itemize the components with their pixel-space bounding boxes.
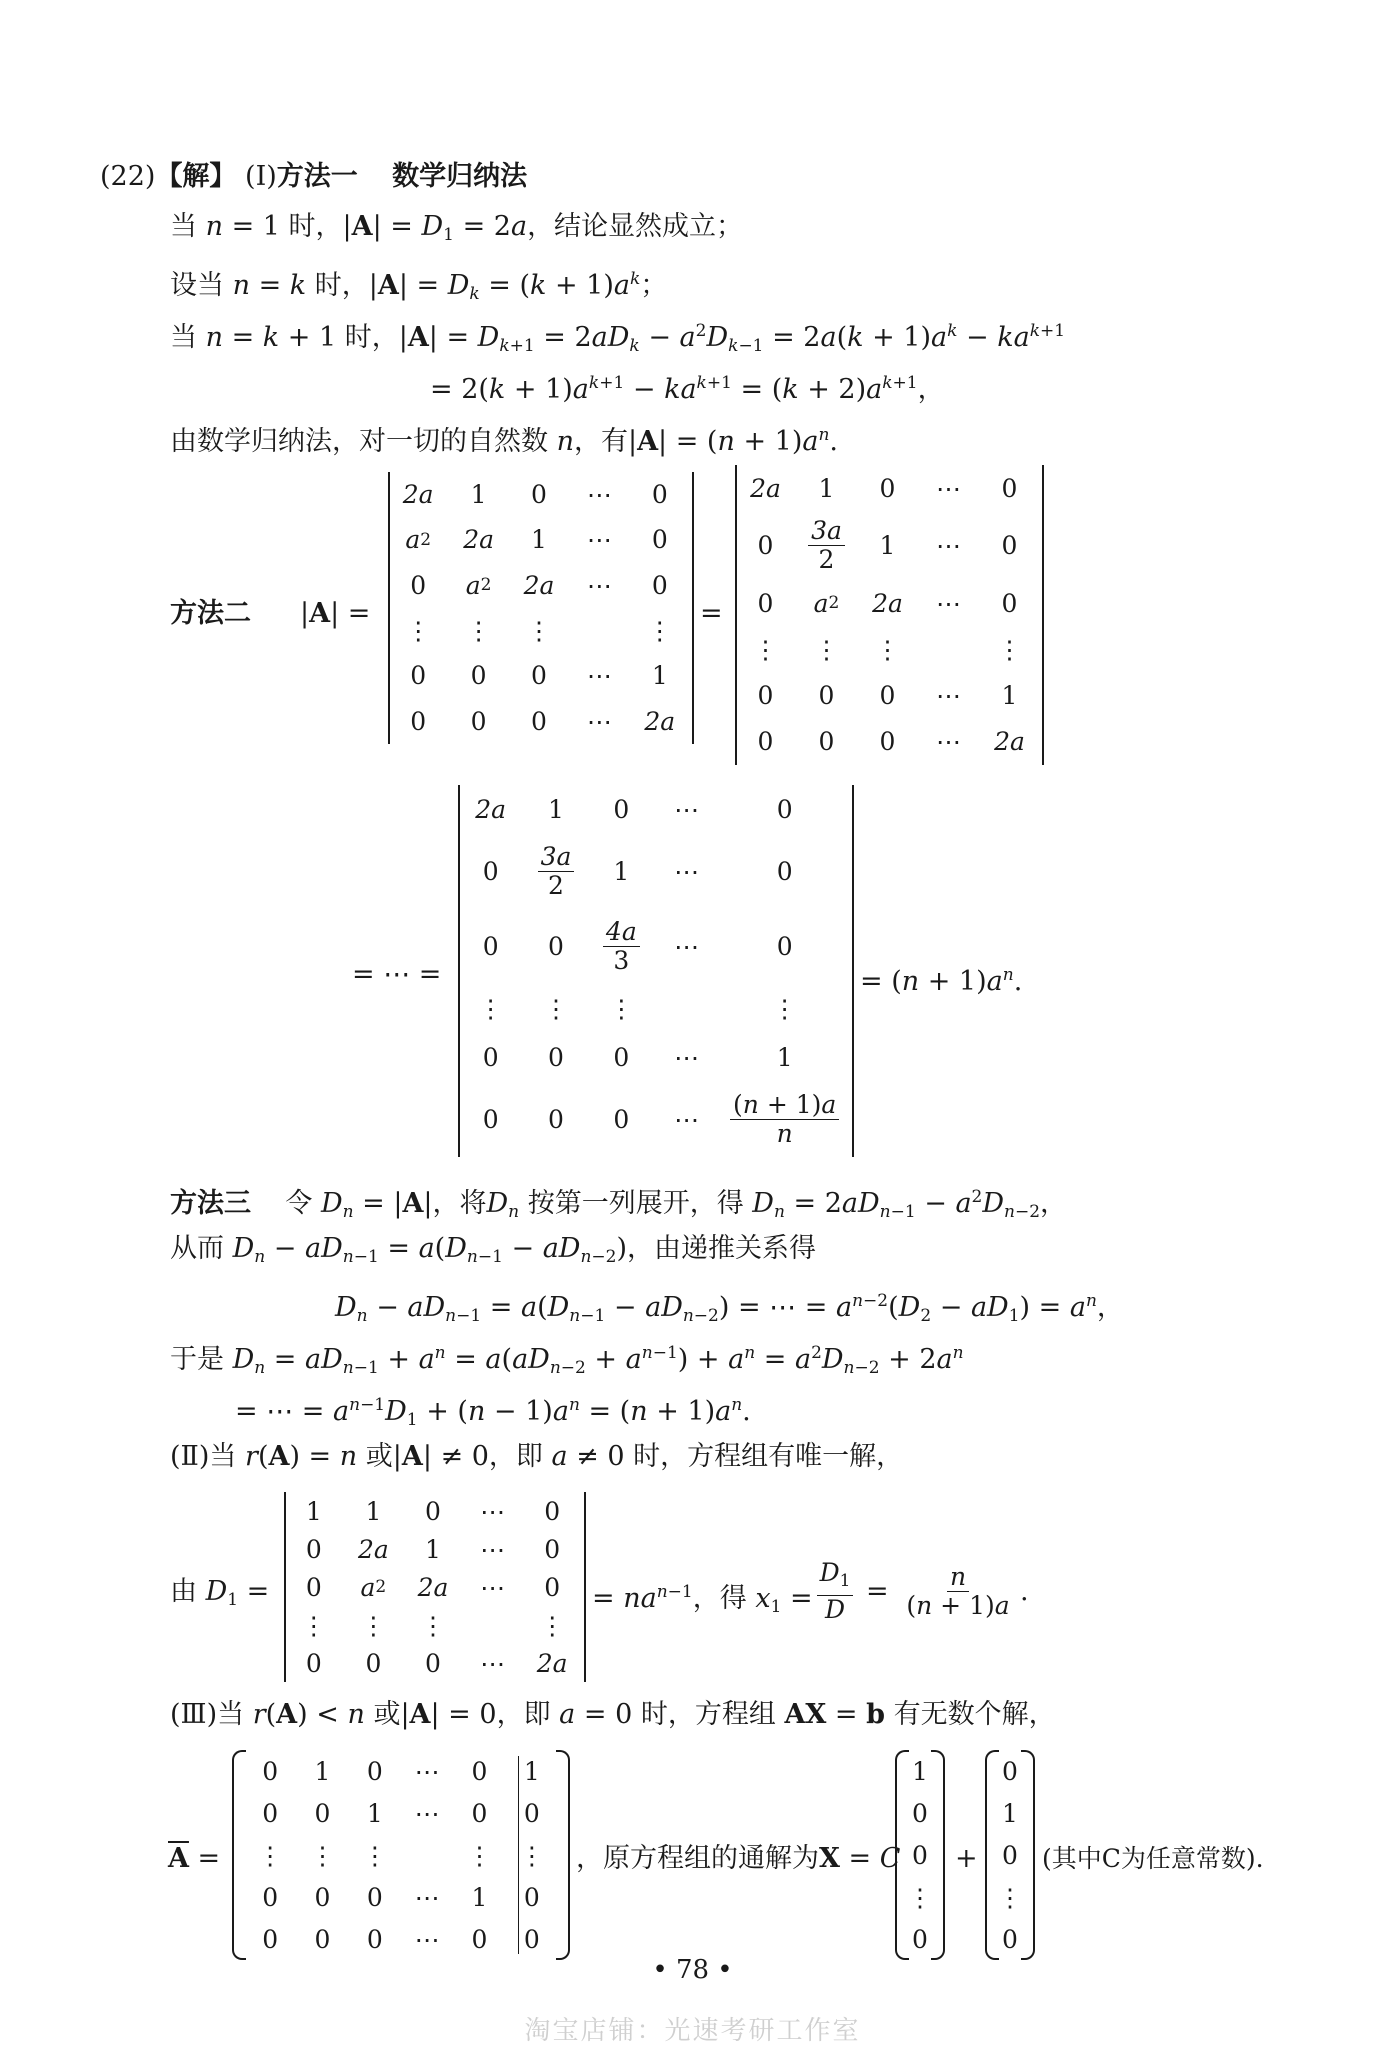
ellipsis-equals: = ⋯ = — [352, 959, 442, 990]
fraction-d1-over-d: $\frac{D_1}{D}$ — [810, 1556, 860, 1626]
method1-line1: 当 n = 1 时，$|A| = D_1 = 2a$，结论显然成立； — [170, 211, 744, 245]
method3-line3: $D_n - aD_{n-1} = a(D_{n-1} - aD_{n-2})$ = ⋯ = $a^{n-2}(D_2 - aD_1) = a^n$， — [335, 1291, 1124, 1326]
problem-header: (22)【解】 (Ⅰ)方法一 数学归纳法 — [100, 161, 528, 192]
period: . — [1020, 1576, 1029, 1607]
method2-lhs: |A| = — [300, 598, 371, 629]
determinant-d1-entries: 1 1 0 ⋯ 0 0 2a 1 ⋯ 0 0 a 2 2a ⋯ 0 ⋮ ⋮ ⋮ ⋮ 0 0 0 ⋯ 2a — [301, 1496, 568, 1678]
augmented-matrix-entries: 0 1 0 ⋯ 0 1 0 0 1 ⋯ 0 0 ⋮ ⋮ ⋮ ⋮ ⋮ 0 0 0 ⋯ 1 0 0 0 0 ⋯ 0 0 — [257, 1756, 545, 1954]
determinant-1-entries: 2a 1 0 ⋯ 0 a 2 2a 1 ⋯ 0 0 a 2 2a ⋯ 0 ⋮ ⋮ ⋮ ⋮ 0 0 0 ⋯ 1 0 0 0 ⋯ 2a — [402, 480, 676, 736]
method1-line4: = $2(k + 1)a^{k+1} - ka^{k+1} = (k + 2)a^{k+1}$， — [430, 373, 945, 405]
determinant-3-entries: 2a 1 0 ⋯ 0 0 $\frac{3a}{2}$ 1 ⋯ 0 0 0 $\frac{4a}{3}$ ⋯ 0 ⋮ ⋮ ⋮ ⋮ 0 0 0 ⋯ 1 0 0 0 ⋯ $\frac{(n + 1)a}{n}$ — [458, 785, 850, 1157]
general-solution-text: ，原方程组的通解为X = C — [576, 1843, 901, 1874]
part2-line1: (Ⅱ)当 r(A) = n 或|A| ≠ 0，即 a ≠ 0 时，方程组有唯一解， — [170, 1441, 904, 1472]
method2-title: 方法二 — [170, 598, 251, 629]
method2-result: = $(n + 1)a^n$. — [860, 965, 1023, 997]
part3-line1: (Ⅲ)当 r(A) < n 或|A| = 0，即 a = 0 时，方程组 AX = b 有无数个解， — [170, 1699, 1056, 1730]
part2-result: = $na^{n-1}$，得 $x_1$ = — [592, 1582, 813, 1617]
equals-sign-2: = — [866, 1576, 889, 1607]
page-number: • 78 • — [652, 1955, 733, 1985]
part2-by: 由 $D_1$ = — [170, 1576, 270, 1610]
plus-sign: + — [955, 1843, 978, 1874]
vector-2-entries: 0 1 0 ⋮ 0 — [997, 1756, 1023, 1954]
watermark: 淘宝店铺：光速考研工作室 — [524, 2016, 861, 2046]
method1-line3: 当 n = k + 1 时，$|A| = D_{k+1} = 2aD_k - a^2D_{k-1} = 2a(k + 1)a^k - ka^{k+1}$ — [170, 321, 1066, 356]
method3-line2: 从而 $D_n - aD_{n-1} = a(D_{n-1} - aD_{n-2})$，由递推关系得 — [170, 1233, 816, 1267]
fraction-n-over-n1a: $\frac{n}{(n + 1)a}$ — [906, 1561, 1010, 1620]
method3-line4: 于是 $D_n = aD_{n-1} + a^n = a(aD_{n-2} + a^{n-1}) + a^n = a^2D_{n-2} + 2a^n$ — [170, 1343, 964, 1378]
method1-conclusion: 由数学归纳法，对一切的自然数 n，有$|A| = (n + 1)a^n$. — [170, 425, 839, 457]
vector-1-entries: 1 0 0 ⋮ 0 — [907, 1756, 933, 1954]
method1-line2: 设当 n = k 时，$|A| = D_k = (k + 1)a^k$； — [170, 269, 668, 304]
augmented-matrix-label: $\overline{A}$ = — [168, 1843, 221, 1874]
method3-line5: = ⋯ = $a^{n-1}D_1 + (n - 1)a^n = (n + 1)a^n$. — [235, 1395, 751, 1430]
method3-line1: 方法三 令 $D_n = |A|$，将$D_n$ 按第一列展开，得 $D_n = 2aD_{n-1} - a^2D_{n-2}$， — [170, 1187, 1068, 1222]
augmented-divider — [518, 1756, 519, 1954]
equals-sign: = — [700, 598, 723, 629]
constant-note: (其中C为任意常数). — [1042, 1844, 1264, 1873]
determinant-2-entries: 2a 1 0 ⋯ 0 0 $\frac{3a}{2}$ 1 ⋯ 0 0 a 2 2a ⋯ 0 ⋮ ⋮ ⋮ ⋮ 0 0 0 ⋯ 1 0 0 0 ⋯ 2a — [750, 473, 1025, 757]
